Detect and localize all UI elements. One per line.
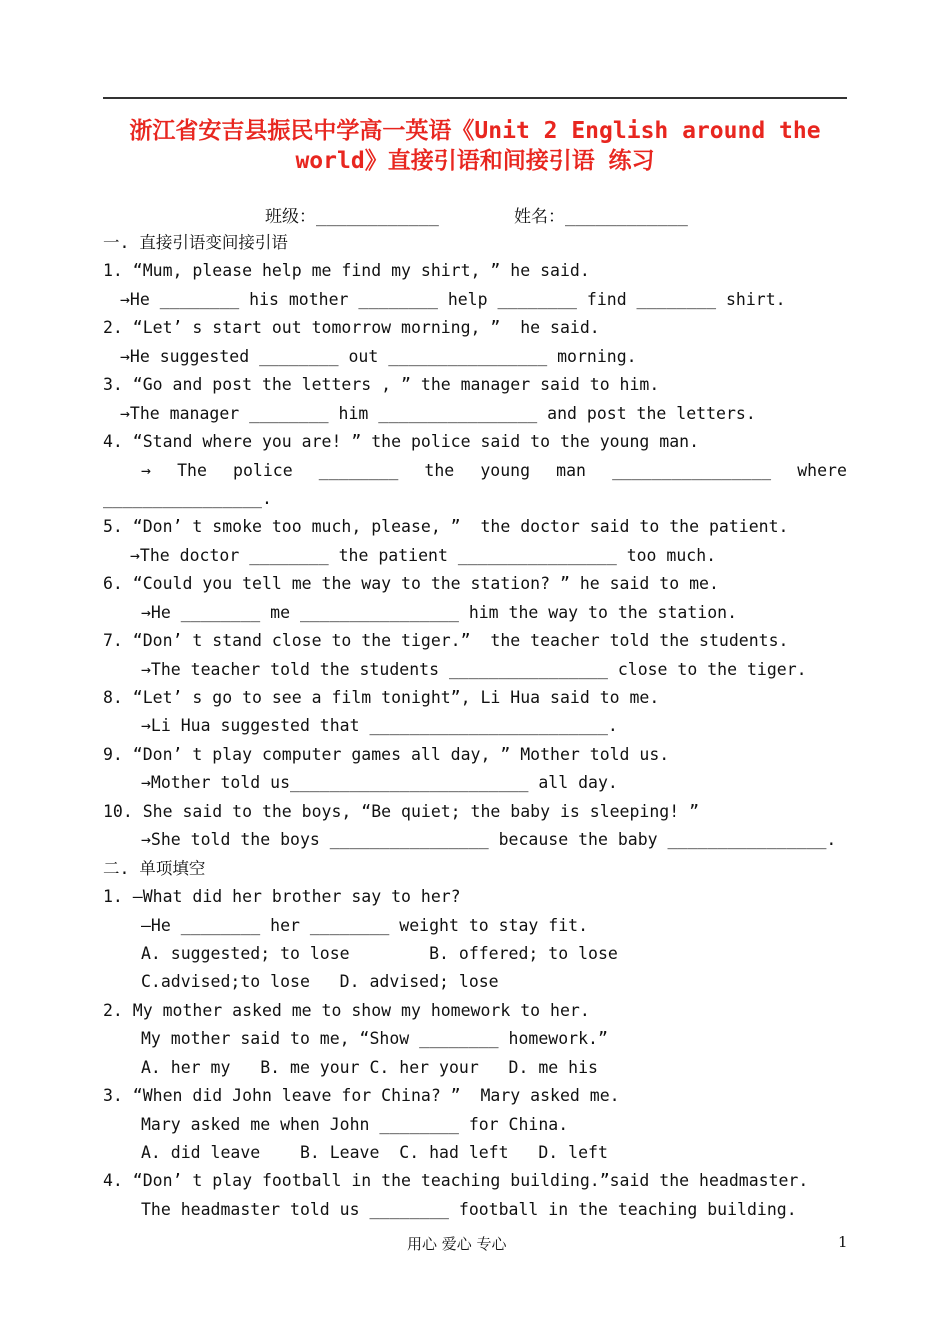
s1-a4-cont: ________________. [103,488,272,508]
s1-q2: 2. “Let’ s start out tomorrow morning, ” he said. [103,318,600,338]
document-title [103,116,847,176]
s1-a3: →The manager ________ him ________________ and post the letters. [120,403,756,423]
s1-a4-part: The [177,460,207,480]
s1-q10: 10. She said to the boys, “Be quiet; the baby is sleeping! ” [103,801,700,821]
s2-q2-line: 2. My mother asked me to show my homework to her. [103,1000,590,1020]
footer-motto: 用心 爱心 专心 [407,1235,507,1253]
class-field[interactable]: 班级：____________ [265,207,439,227]
s1-q9: 9. “Don’ t play computer games all day, ” Mother told us. [103,744,670,764]
s1-a5: →The doctor ________ the patient ________________ too much. [130,545,717,565]
s1-a10: →She told the boys ________________ because the baby ________________. [141,830,837,850]
s2-q2-options: A. her my B. me your C. her your D. me his [141,1057,598,1077]
s2-q3-options: A. did leave B. Leave C. had left D. left [141,1143,608,1162]
s1-q5: 5. “Don’ t smoke too much, please, ” the doctor said to the patient. [103,517,789,537]
s2-q3-line: Mary asked me when John ________ for China. [141,1114,569,1134]
s1-q3: 3. “Go and post the letters , ” the manager said to him. [103,375,660,395]
s2-q1-options: C.advised;to lose D. advised; lose [141,972,499,992]
exercise-body [103,229,847,1224]
s2-q3-line: 3. “When did John leave for China? ” Mary asked me. [103,1086,620,1106]
title-line-1: 浙江省安吉县振民中学高一英语《Unit 2 English around the [129,118,821,144]
page-number: 1 [838,1233,848,1251]
name-field[interactable]: 姓名：____________ [514,207,688,227]
section2-heading: 二. 单项填空 [103,858,206,878]
s1-a4-part: the [424,460,455,480]
s1-a4-part: → [141,460,151,480]
s2-q4-line: The headmaster told us ________ football in the teaching building. [141,1199,797,1219]
s1-a4-part: man [556,460,586,480]
s1-a4-part: where [797,460,847,480]
s2-q1-options: A. suggested; to lose B. offered; to lose [141,943,618,963]
s1-a4-part: ________________ [612,460,772,480]
s1-a4-part: young [480,460,531,480]
s1-a6: →He ________ me ________________ him the way to the station. [141,602,738,622]
s1-q6: 6. “Could you tell me the way to the station? ” he said to me. [103,574,719,594]
s1-a4-part: ________ [318,460,399,480]
s1-q1: 1. “Mum, please help me find my shirt, ” he said. [103,261,590,281]
s1-q4: 4. “Stand where you are! ” the police said to the young man. [103,432,700,452]
s1-a4-part: police [233,460,293,480]
s1-a2: →He suggested ________ out ________________ morning. [120,346,637,366]
student-info [0,202,950,230]
s1-q8: 8. “Let’ s go to see a film tonight”, Li Hua said to me. [103,688,660,707]
s1-a7: →The teacher told the students ________________ close to the tiger. [141,659,807,679]
s1-a8: →Li Hua suggested that ________________________. [141,716,618,736]
s1-a4 [103,457,847,485]
section1-heading: 一. 直接引语变间接引语 [103,233,288,252]
s2-q4-line: 4. “Don’ t play football in the teaching building.”said the headmaster. [103,1171,809,1191]
s1-a9: →Mother told us________________________ all day. [141,773,618,793]
s1-a1: →He ________ his mother ________ help ________ find ________ shirt. [120,289,786,309]
s2-q1-line: —He ________ her ________ weight to stay fit. [141,915,589,935]
title-line-2: world》直接引语和间接引语 练习 [295,148,655,174]
s1-q7: 7. “Don’ t stand close to the tiger.” the teacher told the students. [103,631,789,651]
s2-q1-line: 1. —What did her brother say to her? [103,887,461,907]
s2-q2-line: My mother said to me, “Show ________ homework.” [141,1029,608,1049]
header-rule [103,97,847,99]
